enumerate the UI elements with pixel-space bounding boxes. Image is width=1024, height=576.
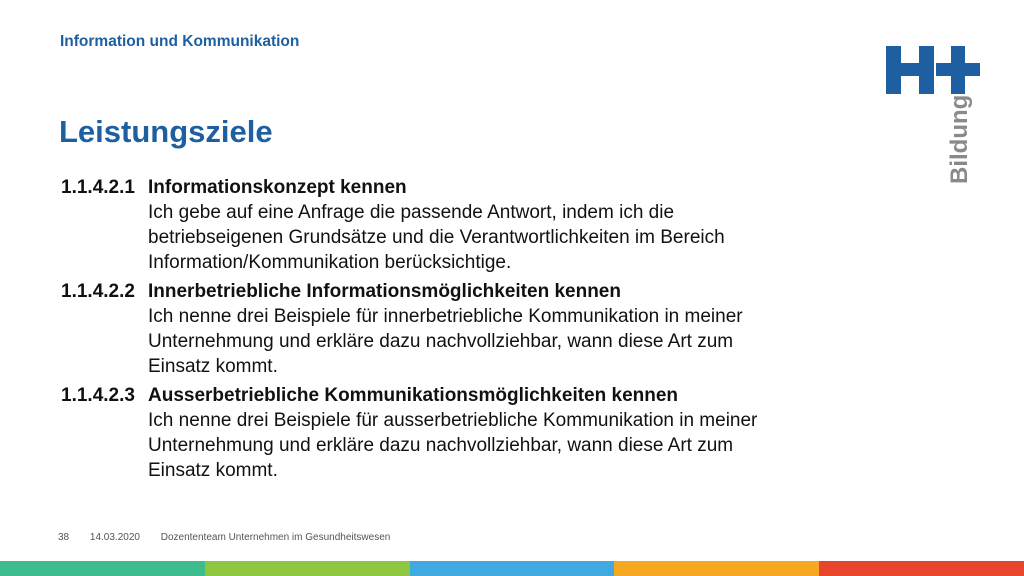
goal-description-line: Einsatz kommt.	[148, 356, 278, 377]
color-segment	[819, 561, 1024, 576]
color-segment	[410, 561, 615, 576]
goal-description	[148, 408, 861, 483]
goal-number: 1.1.4.2.3	[61, 385, 135, 406]
goal-heading: Informationskonzept kennen	[148, 177, 407, 198]
goal-description	[148, 200, 861, 275]
learning-goals-list	[61, 176, 861, 488]
goal-description-line: betriebseigenen Grundsätze und die Verantwortlichkeiten im Bereich	[148, 227, 725, 248]
goal-description-line: Ich nenne drei Beispiele für innerbetriebliche Kommunikation in meiner	[148, 306, 743, 327]
brand-color-bar	[0, 561, 1024, 576]
color-segment	[0, 561, 205, 576]
goal-description-line: Unternehmung und erkläre dazu nachvollziehbar, wann diese Art zum	[148, 331, 734, 352]
logo-word: Bildung	[946, 94, 973, 184]
goal-item	[61, 280, 861, 379]
footer	[58, 532, 408, 543]
goal-description-line: Information/Kommunikation berücksichtige.	[148, 252, 512, 273]
goal-number: 1.1.4.2.1	[61, 177, 135, 198]
goal-heading: Ausserbetriebliche Kommunikationsmöglichkeiten kennen	[148, 385, 679, 406]
section-label: Information und Kommunikation	[60, 33, 300, 50]
slide-title: Leistungsziele	[59, 114, 273, 149]
goal-description-line: Ich nenne drei Beispiele für ausserbetriebliche Kommunikation in meiner	[148, 410, 758, 431]
footer-author: Dozententeam Unternehmen im Gesundheitswesen	[160, 532, 391, 543]
page-number: 38	[58, 532, 70, 543]
footer-date: 14.03.2020	[89, 532, 140, 543]
goal-description-line: Ich gebe auf eine Anfrage die passende Antwort, indem ich die	[148, 202, 675, 223]
goal-item	[61, 384, 861, 483]
goal-description-line: Unternehmung und erkläre dazu nachvollziehbar, wann diese Art zum	[148, 435, 734, 456]
goal-item	[61, 176, 861, 275]
goal-description	[148, 304, 861, 379]
goal-number: 1.1.4.2.2	[61, 281, 135, 302]
color-segment	[614, 561, 819, 576]
h-plus-bildung-logo	[880, 40, 990, 190]
goal-heading: Innerbetriebliche Informationsmöglichkeiten kennen	[148, 281, 621, 302]
goal-description-line: Einsatz kommt.	[148, 460, 278, 481]
color-segment	[205, 561, 410, 576]
